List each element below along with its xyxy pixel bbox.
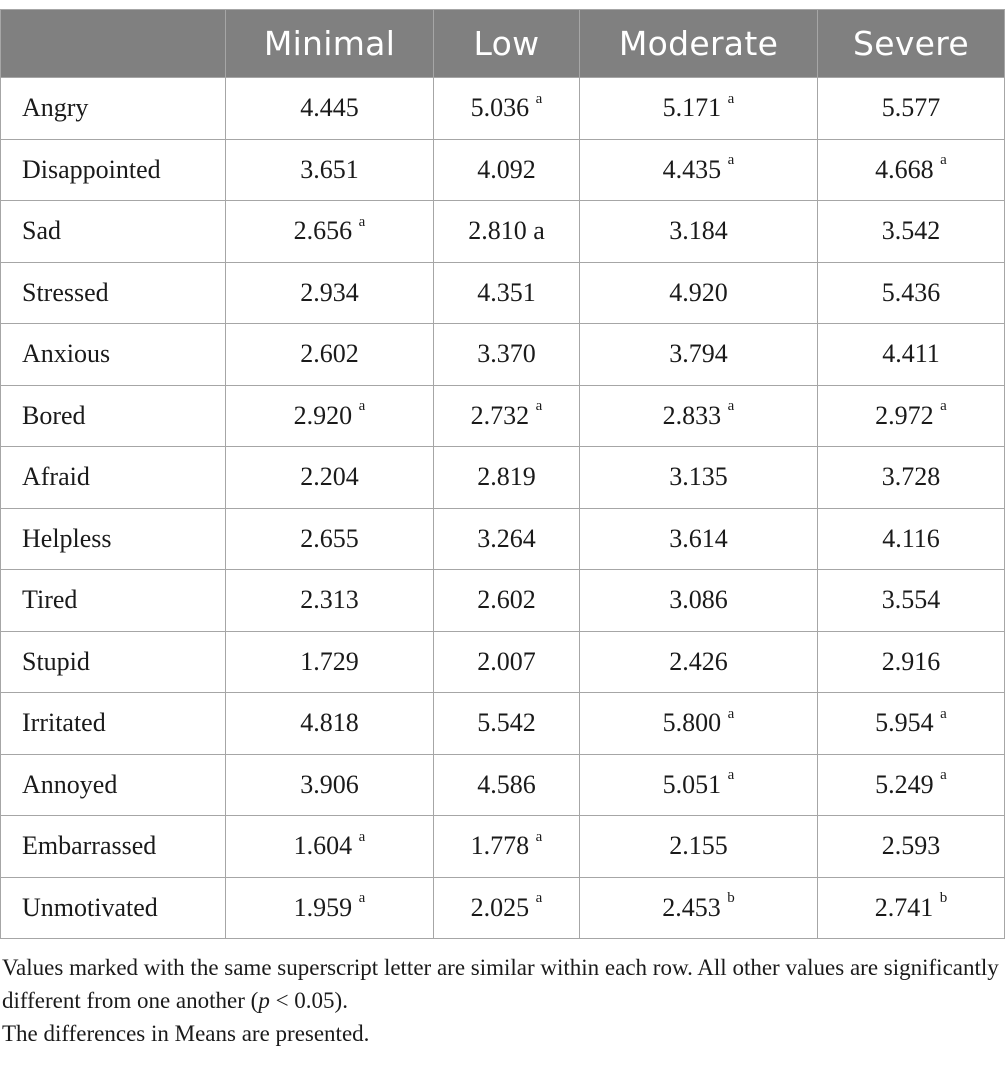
note-text-before-p: Values marked with the same superscript letter are similar within each row. All other values are significantly different from one another ( bbox=[2, 955, 999, 1013]
significance-superscript: a bbox=[727, 90, 735, 107]
value-cell bbox=[226, 201, 434, 263]
row-label: Afraid bbox=[1, 447, 226, 509]
row-label: Sad bbox=[1, 201, 226, 263]
cell-value: 2.007 bbox=[477, 646, 536, 676]
note-significance bbox=[2, 951, 1002, 1017]
value-cell bbox=[226, 78, 434, 140]
cell-value: 2.810 a bbox=[468, 216, 545, 246]
row-label: Helpless bbox=[1, 508, 226, 570]
cell-value: 3.370 bbox=[477, 339, 536, 369]
cell-value: 4.116 bbox=[882, 523, 940, 553]
row-label: Tired bbox=[1, 570, 226, 632]
cell-value: 1.729 bbox=[300, 646, 359, 676]
cell-value: 2.819 bbox=[477, 462, 536, 492]
cell-value: 2.916 bbox=[881, 646, 941, 676]
cell-value: 3.614 bbox=[669, 523, 728, 553]
value-cell bbox=[434, 324, 580, 386]
cell-value: 2.934 bbox=[300, 277, 359, 307]
value-cell bbox=[580, 139, 818, 201]
table-row bbox=[1, 508, 1005, 570]
value-cell bbox=[818, 816, 1005, 878]
row-label: Bored bbox=[1, 385, 226, 447]
cell-value: 4.351 bbox=[477, 277, 536, 307]
note-text-after-p: < 0.05). bbox=[269, 988, 348, 1013]
table-row bbox=[1, 570, 1005, 632]
row-label: Irritated bbox=[1, 693, 226, 755]
row-label: Unmotivated bbox=[1, 877, 226, 939]
value-cell bbox=[226, 139, 434, 201]
cell-value: 3.794 bbox=[669, 339, 728, 369]
value-cell bbox=[580, 78, 818, 140]
value-cell bbox=[434, 877, 580, 939]
cell-value: 3.184 bbox=[669, 216, 728, 246]
significance-superscript: a bbox=[727, 767, 735, 784]
cell-value: 2.204 bbox=[300, 462, 359, 492]
table-notes bbox=[2, 951, 1002, 1050]
value-cell bbox=[434, 508, 580, 570]
value-cell bbox=[580, 816, 818, 878]
table-row bbox=[1, 324, 1005, 386]
cell-value: 5.542 bbox=[477, 708, 536, 738]
header-cell-severe: Severe bbox=[818, 10, 1005, 78]
cell-value: 2.741 bbox=[874, 892, 934, 922]
table-row bbox=[1, 385, 1005, 447]
value-cell bbox=[226, 324, 434, 386]
value-cell bbox=[580, 324, 818, 386]
significance-superscript: a bbox=[940, 767, 947, 784]
cell-value: 1.959 bbox=[293, 892, 353, 922]
cell-value: 5.436 bbox=[881, 277, 941, 307]
cell-value: 3.135 bbox=[669, 462, 728, 492]
cell-value: 2.602 bbox=[477, 585, 536, 615]
value-cell bbox=[226, 631, 434, 693]
cell-value: 2.155 bbox=[669, 831, 728, 861]
value-cell bbox=[434, 201, 580, 263]
significance-superscript: a bbox=[940, 705, 947, 722]
row-label: Anxious bbox=[1, 324, 226, 386]
cell-value: 4.411 bbox=[882, 339, 940, 369]
cell-value: 5.171 bbox=[662, 93, 722, 123]
header-cell-low: Low bbox=[434, 10, 580, 78]
value-cell bbox=[434, 139, 580, 201]
value-cell bbox=[818, 570, 1005, 632]
value-cell bbox=[434, 693, 580, 755]
cell-value: 5.249 bbox=[875, 769, 934, 799]
significance-superscript: a bbox=[358, 213, 366, 230]
table-body bbox=[1, 78, 1005, 939]
note-means: The differences in Means are presented. bbox=[2, 1021, 370, 1046]
cell-value: 2.426 bbox=[669, 646, 728, 676]
cell-value: 3.086 bbox=[669, 585, 728, 615]
cell-value: 2.833 bbox=[662, 400, 722, 430]
cell-value: 5.577 bbox=[881, 93, 941, 123]
cell-value: 2.920 bbox=[293, 400, 353, 430]
value-cell bbox=[818, 139, 1005, 201]
table-row bbox=[1, 816, 1005, 878]
significance-superscript: a bbox=[727, 398, 735, 415]
significance-superscript: a bbox=[358, 828, 366, 845]
cell-value: 5.954 bbox=[875, 708, 934, 738]
significance-superscript: a bbox=[358, 890, 366, 907]
table-row bbox=[1, 262, 1005, 324]
header-row bbox=[1, 10, 1005, 78]
value-cell bbox=[226, 693, 434, 755]
table-row bbox=[1, 201, 1005, 263]
data-table bbox=[0, 9, 1005, 939]
value-cell bbox=[818, 631, 1005, 693]
value-cell bbox=[818, 201, 1005, 263]
significance-superscript: a bbox=[940, 398, 947, 415]
value-cell bbox=[818, 877, 1005, 939]
cell-value: 3.906 bbox=[300, 769, 359, 799]
value-cell bbox=[434, 262, 580, 324]
value-cell bbox=[434, 570, 580, 632]
row-label: Stupid bbox=[1, 631, 226, 693]
value-cell bbox=[818, 693, 1005, 755]
value-cell bbox=[580, 631, 818, 693]
cell-value: 2.025 bbox=[470, 892, 530, 922]
header-cell-empty bbox=[1, 10, 226, 78]
value-cell bbox=[818, 754, 1005, 816]
value-cell bbox=[580, 570, 818, 632]
cell-value: 5.051 bbox=[662, 769, 722, 799]
significance-superscript: b bbox=[727, 890, 735, 907]
value-cell bbox=[818, 385, 1005, 447]
cell-value: 1.604 bbox=[293, 831, 353, 861]
cell-value: 5.800 bbox=[662, 708, 722, 738]
cell-value: 4.586 bbox=[477, 769, 536, 799]
value-cell bbox=[226, 877, 434, 939]
value-cell bbox=[580, 385, 818, 447]
header-cell-moderate: Moderate bbox=[580, 10, 818, 78]
value-cell bbox=[226, 508, 434, 570]
cell-value: 5.036 bbox=[470, 93, 530, 123]
value-cell bbox=[818, 78, 1005, 140]
cell-value: 2.972 bbox=[875, 400, 934, 430]
row-label: Angry bbox=[1, 78, 226, 140]
cell-value: 4.920 bbox=[669, 277, 728, 307]
cell-value: 4.668 bbox=[875, 154, 934, 184]
value-cell bbox=[226, 754, 434, 816]
table-row bbox=[1, 78, 1005, 140]
value-cell bbox=[226, 385, 434, 447]
table-row bbox=[1, 877, 1005, 939]
cell-value: 2.593 bbox=[881, 831, 941, 861]
table-row bbox=[1, 139, 1005, 201]
value-cell bbox=[580, 693, 818, 755]
value-cell bbox=[580, 201, 818, 263]
table-row bbox=[1, 693, 1005, 755]
value-cell bbox=[818, 262, 1005, 324]
value-cell bbox=[434, 754, 580, 816]
cell-value: 4.445 bbox=[300, 93, 359, 123]
row-label: Disappointed bbox=[1, 139, 226, 201]
significance-superscript: a bbox=[727, 152, 735, 169]
significance-superscript: a bbox=[535, 828, 543, 845]
cell-value: 2.602 bbox=[300, 339, 359, 369]
cell-value: 2.656 bbox=[293, 216, 353, 246]
significance-superscript: a bbox=[358, 398, 366, 415]
value-cell bbox=[580, 877, 818, 939]
significance-superscript: b bbox=[939, 890, 948, 907]
significance-superscript: a bbox=[535, 398, 543, 415]
p-symbol: p bbox=[258, 988, 270, 1013]
value-cell bbox=[434, 816, 580, 878]
cell-value: 2.313 bbox=[300, 585, 359, 615]
cell-value: 2.453 bbox=[662, 892, 721, 922]
row-label: Annoyed bbox=[1, 754, 226, 816]
value-cell bbox=[818, 324, 1005, 386]
significance-superscript: a bbox=[535, 90, 543, 107]
value-cell bbox=[580, 262, 818, 324]
row-label: Stressed bbox=[1, 262, 226, 324]
significance-superscript: a bbox=[535, 890, 543, 907]
table-row bbox=[1, 631, 1005, 693]
cell-value: 2.732 bbox=[470, 400, 530, 430]
value-cell bbox=[434, 385, 580, 447]
cell-value: 2.655 bbox=[300, 523, 359, 553]
value-cell bbox=[434, 447, 580, 509]
row-label: Embarrassed bbox=[1, 816, 226, 878]
value-cell bbox=[434, 78, 580, 140]
value-cell bbox=[226, 570, 434, 632]
value-cell bbox=[818, 447, 1005, 509]
cell-value: 3.554 bbox=[881, 585, 941, 615]
cell-value: 4.818 bbox=[300, 708, 359, 738]
cell-value: 3.264 bbox=[477, 523, 536, 553]
value-cell bbox=[226, 447, 434, 509]
header-cell-minimal: Minimal bbox=[226, 10, 434, 78]
cell-value: 4.092 bbox=[477, 154, 536, 184]
cell-value: 3.728 bbox=[881, 462, 941, 492]
table-row bbox=[1, 754, 1005, 816]
value-cell bbox=[580, 508, 818, 570]
significance-superscript: a bbox=[727, 705, 735, 722]
significance-superscript: a bbox=[940, 152, 947, 169]
value-cell bbox=[818, 508, 1005, 570]
table-row bbox=[1, 447, 1005, 509]
value-cell bbox=[434, 631, 580, 693]
value-cell bbox=[226, 816, 434, 878]
value-cell bbox=[226, 262, 434, 324]
cell-value: 3.651 bbox=[300, 154, 359, 184]
cell-value: 4.435 bbox=[662, 154, 722, 184]
value-cell bbox=[580, 447, 818, 509]
cell-value: 3.542 bbox=[881, 216, 941, 246]
cell-value: 1.778 bbox=[470, 831, 530, 861]
value-cell bbox=[580, 754, 818, 816]
